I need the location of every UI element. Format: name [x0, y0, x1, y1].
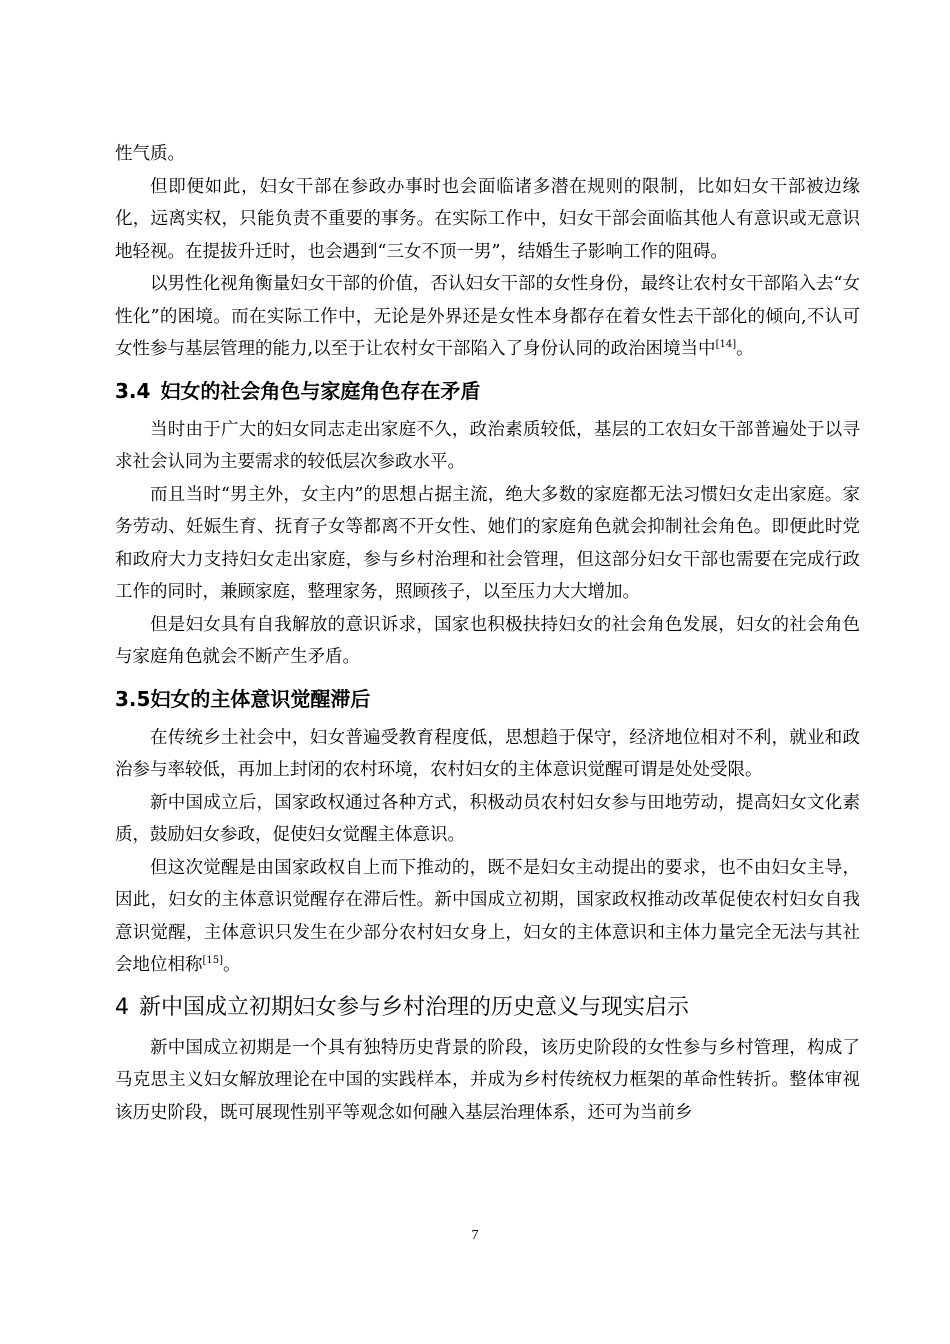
paragraph-cadre-restrictions: 但即便如此，妇女干部在参政办事时也会面临诸多潜在规则的限制，比如妇女干部被边缘化，远离实权，只能负责不重要的事务。在实际工作中，妇女干部会面临其他人有意识或无意识地轻视。在提拔升迁时，也会遇到“三女不顶一男”，结婚生子影响工作的阻碍。	[115, 176, 860, 262]
chapter-number: 4	[115, 994, 129, 1020]
section-heading-3-4	[115, 376, 860, 406]
section-number: 3.4	[115, 378, 151, 403]
section-title: 妇女的主体意识觉醒滞后	[150, 686, 371, 711]
document-page	[115, 138, 860, 1129]
section-title: 妇女的社会角色与家庭角色存在矛盾	[160, 378, 481, 403]
chapter-title: 新中国成立初期妇女参与乡村治理的历史意义与现实启示	[139, 994, 690, 1020]
paragraph-end: 。	[223, 955, 241, 975]
paragraph-new-china: 新中国成立后，国家政权通过各种方式，积极动员农村妇女参与田地劳动，提高妇女文化素质，鼓励妇女参政，促使妇女觉醒主体意识。	[115, 792, 860, 845]
paragraph-continuation: 性气质。	[115, 144, 185, 164]
section-number: 3.5	[115, 686, 151, 711]
chapter-heading-4	[115, 992, 860, 1024]
paragraph-text: 但这次觉醒是由国家政权自上而下推动的，既不是妇女主动提出的要求，也不由妇女主导，因此，妇女的主体意识觉醒存在滞后性。新中国成立初期，国家政权推动改革促使农村妇女自我意识觉醒，主体意识只发生在少部分农村妇女身上，妇女的主体意识和主体力量完全无法与其社会地位相称	[115, 857, 860, 975]
paragraph-text: 以男性化视角衡量妇女干部的价值，否认妇女干部的女性身份，最终让农村女干部陷入去“女性化”的困境。而在实际工作中，无论是外界还是女性本身都存在着女性去干部化的倾向,不认可女性参与基层管理的能力,以至于让农村女干部陷入了身份认同的政治困境当中	[115, 274, 860, 359]
paragraph-family-role: 而且当时“男主外，女主内”的思想占据主流，绝大多数的家庭都无法习惯妇女走出家庭。家务劳动、妊娠生育、抚育子女等都离不开女性、她们的家庭角色就会抑制社会角色。即便此时党和政府大力支持妇女走出家庭，参与乡村治理和社会管理，但这部分妇女干部也需要在完成行政工作的同时，兼顾家庭，整理家务，照顾孩子，以至压力大大增加。	[115, 484, 860, 602]
paragraph-end: 。	[736, 339, 754, 359]
citation-ref: [15]	[202, 955, 224, 967]
paragraph-traditional-society: 在传统乡土社会中，妇女普遍受教育程度低，思想趋于保守，经济地位相对不利，就业和政治参与率较低，再加上封闭的农村环境，农村妇女的主体意识觉醒可谓是处处受限。	[115, 727, 860, 780]
paragraph-political-quality: 当时由于广大的妇女同志走出家庭不久，政治素质较低，基层的工农妇女干部普遍处于以寻求社会认同为主要需求的较低层次参政水平。	[115, 419, 860, 472]
paragraph-role-conflict: 但是妇女具有自我解放的意识诉求，国家也积极扶持妇女的社会角色发展，妇女的社会角色与家庭角色就会不断产生矛盾。	[115, 614, 860, 667]
section-heading-3-5	[115, 684, 860, 714]
paragraph-historical-significance: 新中国成立初期是一个具有独特历史背景的阶段，该历史阶段的女性参与乡村管理，构成了马克思主义妇女解放理论在中国的实践样本，并成为乡村传统权力框架的革命性转折。整体审视该历史阶段，既可展现性别平等观念如何融入基层治理体系，还可为当前乡	[115, 1037, 860, 1123]
citation-ref: [14]	[715, 339, 737, 351]
paragraph-defeminization	[115, 268, 860, 366]
page-number: 7	[471, 1228, 479, 1243]
paragraph-awakening-lag	[115, 852, 860, 982]
